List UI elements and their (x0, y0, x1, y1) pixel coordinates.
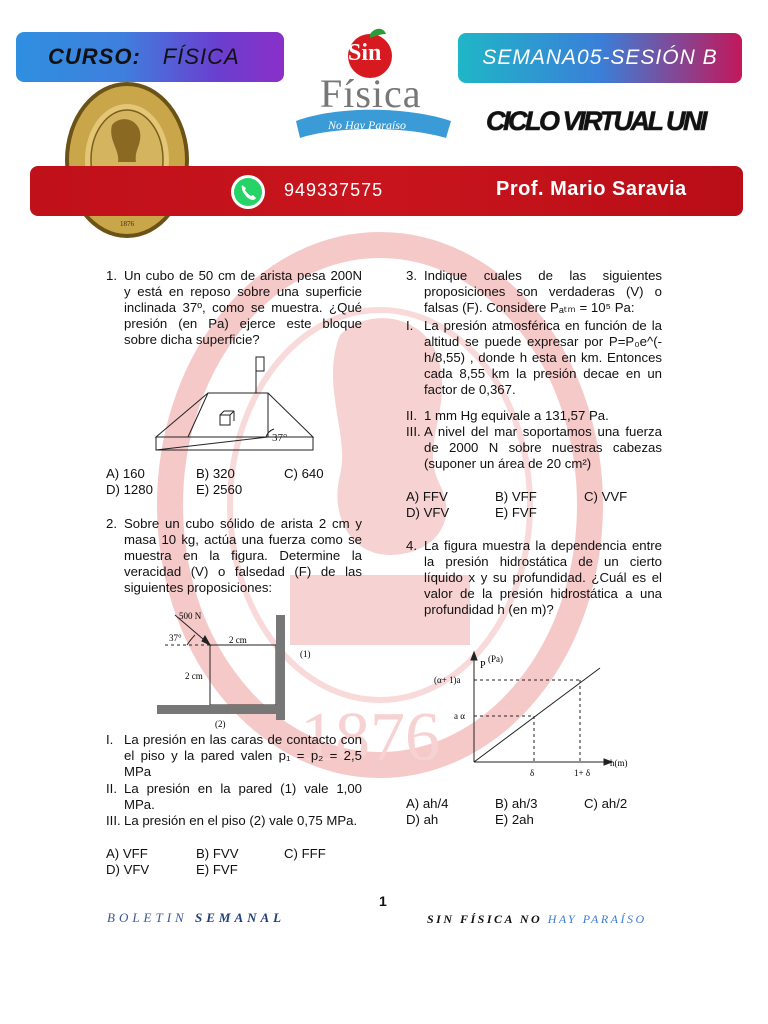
q3-item-2-number: II. (406, 408, 417, 423)
question-1-options (106, 466, 366, 498)
q1-option-e[interactable]: E) 2560 (196, 482, 243, 497)
q3-option-d[interactable]: D) VFV (406, 505, 450, 520)
university-seal-logo (62, 80, 192, 240)
q3-option-e[interactable]: E) FVF (495, 505, 537, 520)
q1-angle-label: 37° (272, 432, 288, 444)
graph-axis-y-unit: (Pa) (488, 654, 503, 664)
seal-year-watermark: 1876 (300, 699, 440, 776)
question-1 (106, 268, 362, 348)
logo-banner: No Hay Paraíso (328, 118, 406, 132)
q2-item-2 (106, 781, 362, 813)
q3-item-3 (406, 424, 662, 472)
course-label: CURSO: (48, 44, 141, 69)
logo-fisica: Física (320, 71, 422, 116)
q2-option-d[interactable]: D) VFV (106, 862, 150, 877)
course-pill (16, 32, 284, 82)
q2-wall-label: (1) (300, 649, 311, 659)
q2-item-1-number: I. (106, 732, 114, 747)
question-2-text: Sobre un cubo sólido de arista 2 cm y masa 10 kg, actúa una fuerza como se muestra en la figura. Determine la veracidad (V) o falsedad (F) de las siguientes proposiciones: (124, 516, 362, 595)
q2-floor-label: (2) (215, 719, 226, 729)
week-label: SEMANA05-SESIÓN B (482, 46, 718, 69)
question-2 (106, 516, 362, 596)
footer-left-a: BOLETIN (107, 910, 188, 925)
question-4 (406, 538, 662, 618)
graph-tick-y1: (α+ 1)a (434, 675, 461, 685)
q2-side-top: 2 cm (229, 635, 247, 645)
seal-year: 1876 (120, 220, 134, 228)
graph-tick-x2: 1+ δ (574, 768, 591, 778)
graph-tick-y2: a α (454, 711, 465, 721)
question-3-text: Indique cuales de las siguientes proposiciones son verdaderas (V) o falsas (F). Considere Pₐₜₘ = 10⁵ Pa: (424, 268, 662, 315)
q3-item-2-text: 1 mm Hg equivale a 131,57 Pa. (424, 408, 609, 423)
q2-option-e[interactable]: E) FVF (196, 862, 238, 877)
q2-item-3-number: III. (106, 813, 121, 828)
logo-sin: Sin (348, 40, 382, 66)
q1-option-d[interactable]: D) 1280 (106, 482, 153, 497)
graph-tick-x1: δ (530, 768, 535, 778)
q1-option-a[interactable]: A) 160 (106, 466, 145, 481)
q2-item-3 (106, 813, 362, 829)
q1-option-b[interactable]: B) 320 (196, 466, 235, 481)
q2-item-1-text: La presión en las caras de contacto con el piso y la pared valen p₁ = p₂ = 2,5 MPa (124, 732, 362, 779)
question-4-text: La figura muestra la dependencia entre la presión hidrostática de un cierto líquido x y su profundidad. ¿Cuál es el valor de la presión hidrostática a una profundidad h (en m)? (424, 538, 662, 617)
footer-left (107, 910, 285, 926)
q2-side-left: 2 cm (185, 671, 203, 681)
graph-axis-y: P (480, 660, 486, 671)
q4-option-d[interactable]: D) ah (406, 812, 439, 827)
q3-item-3-number: III. (406, 424, 421, 439)
question-4-options (406, 796, 666, 828)
question-3 (406, 268, 662, 316)
phone-number: 949337575 (284, 180, 384, 200)
q3-item-1 (406, 318, 662, 398)
q1-option-c[interactable]: C) 640 (284, 466, 324, 481)
week-pill (458, 33, 742, 83)
question-3-number: 3. (406, 268, 417, 283)
question-1-number: 1. (106, 268, 117, 283)
q3-item-3-text: A nivel del mar soportamos una fuerza de 2000 N sobre nuestras cabezas (suponer un área de 20 cm²) (424, 424, 662, 471)
q2-force-label: 500 N (179, 611, 202, 621)
cycle-title: CICLO VIRTUAL UNI (486, 106, 706, 136)
professor-name: Prof. Mario Saravia (496, 178, 687, 200)
q4-option-b[interactable]: B) ah/3 (495, 796, 538, 811)
sin-fisica-logo (286, 26, 456, 146)
q2-item-1 (106, 732, 362, 780)
q4-option-a[interactable]: A) ah/4 (406, 796, 449, 811)
graph-axis-x: h(m) (610, 758, 628, 768)
question-4-number: 4. (406, 538, 417, 553)
q3-option-b[interactable]: B) VFF (495, 489, 537, 504)
inclined-plane-figure (148, 355, 328, 465)
q2-item-3-text: La presión en el piso (2) vale 0,75 MPa. (124, 813, 358, 828)
q2-item-2-text: La presión en la pared (1) vale 1,00 MPa. (124, 781, 362, 812)
q3-item-1-number: I. (406, 318, 414, 333)
q2-option-a[interactable]: A) VFF (106, 846, 148, 861)
q2-option-c[interactable]: C) FFF (284, 846, 326, 861)
q3-item-1-text: La presión atmosférica en función de la altitud se puede expresar por P=P₀e^(-h/8,55) , donde h esta en km. Entonces cada 8,55 km la presión decae en un factor de 0,367. (424, 318, 662, 397)
q3-item-2 (406, 408, 662, 424)
q2-option-b[interactable]: B) FVV (196, 846, 239, 861)
q3-option-c[interactable]: C) VVF (584, 489, 628, 504)
question-3-options (406, 489, 666, 521)
q2-item-2-number: II. (106, 781, 117, 796)
whatsapp-icon (230, 174, 266, 210)
question-2-options (106, 846, 366, 878)
question-2-number: 2. (106, 516, 117, 531)
page-number: 1 (379, 893, 387, 909)
course-name: FÍSICA (162, 44, 240, 69)
footer-right (427, 912, 647, 927)
q3-option-a[interactable]: A) FFV (406, 489, 448, 504)
pressure-depth-graph (430, 648, 670, 778)
cube-force-figure (155, 605, 365, 730)
question-1-text: Un cubo de 50 cm de arista pesa 200N y está en reposo sobre una superficie inclinada 37º, como se muestra. ¿Qué presión (en Pa) ejerce este bloque sobre dicha superficie? (124, 268, 362, 347)
footer-right-b: HAY PARAÍSO (547, 912, 647, 926)
footer-right-a: SIN FÍSICA NO (427, 912, 543, 926)
q4-option-e[interactable]: E) 2ah (495, 812, 534, 827)
q2-angle-label: 37° (169, 633, 182, 643)
footer-left-b: SEMANAL (194, 910, 286, 925)
q4-option-c[interactable]: C) ah/2 (584, 796, 628, 811)
